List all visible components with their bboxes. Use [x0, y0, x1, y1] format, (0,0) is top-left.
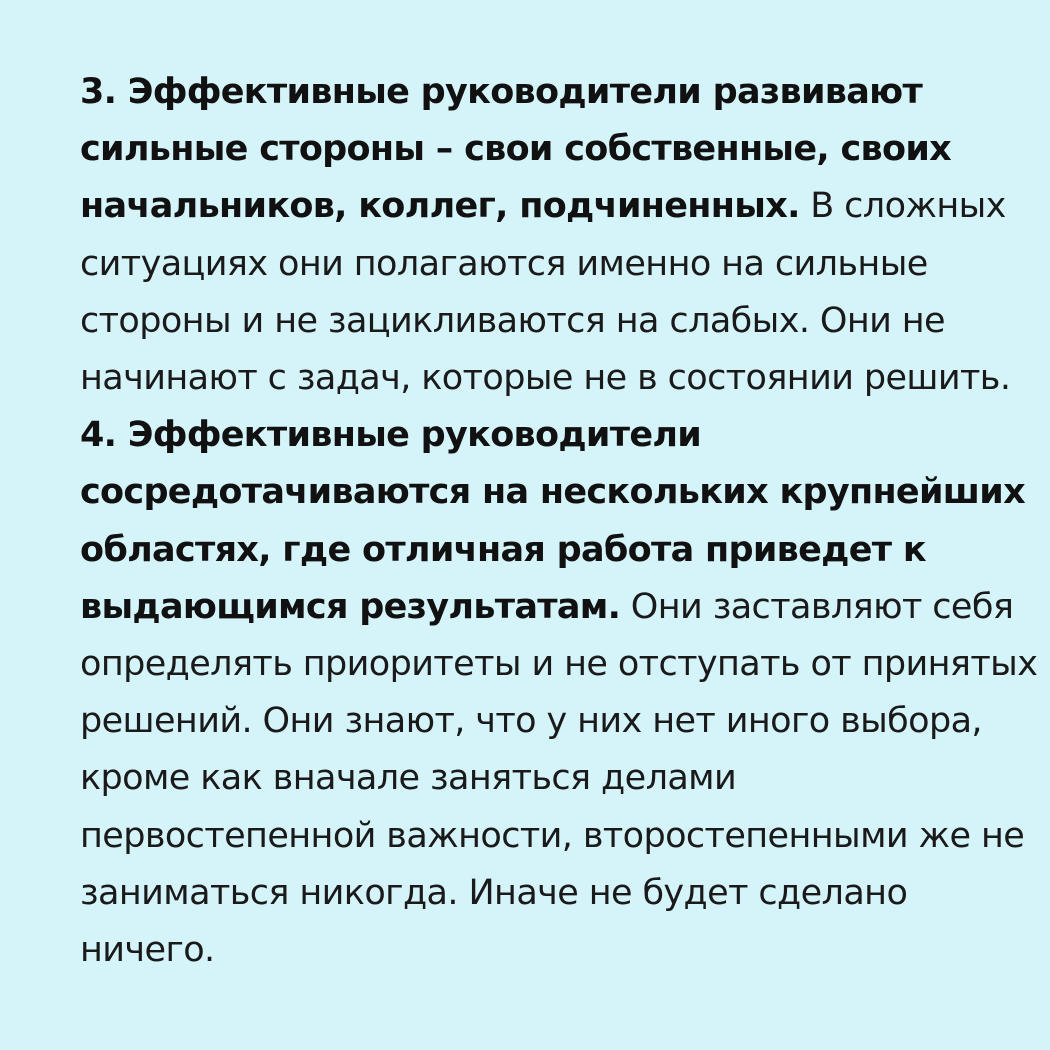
text-block — [80, 64, 1040, 979]
point-4-body: Они заставляют себя определять приоритеты и не отступать от принятых решений. Они знают, что у них нет иного выбора, кроме как вначале заняться делами первостепенной важности, второстепенными же не заниматься никогда. Иначе не будет сделано ничего. — [80, 586, 1038, 971]
point-3-paragraph — [80, 64, 1040, 407]
point-3-body: В сложных ситуациях они полагаются именно на сильные стороны и не зацикливаются на слабых. Они не начинают с задач, которые не в состоянии решить. — [80, 186, 1011, 399]
point-4-paragraph — [80, 407, 1040, 979]
point-3-heading: 3. Эффективные руководители развивают сильные стороны – свои собственные, своих начальников, коллег, подчиненных. — [80, 72, 952, 227]
point-4-heading: 4. Эффективные руководители сосредотачиваются на нескольких крупнейших областях, где отличная работа приведет к выдающимся результатам. — [80, 415, 1025, 627]
